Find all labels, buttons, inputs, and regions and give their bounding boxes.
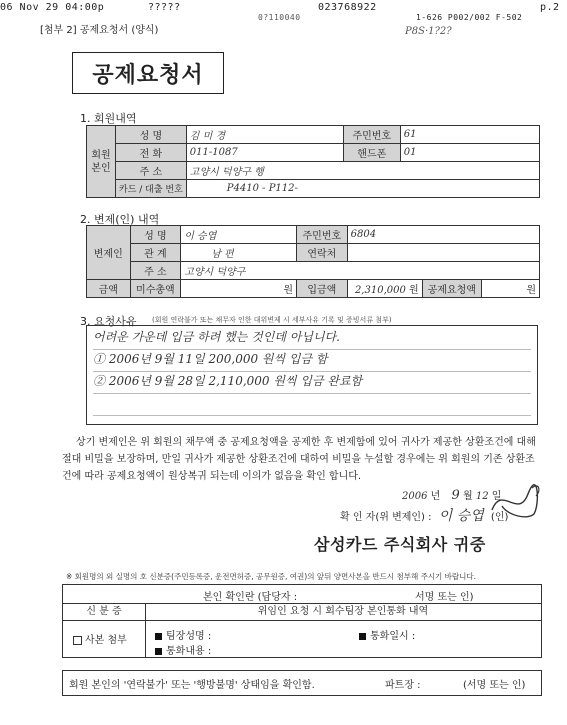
confirmer-label: 확 인 자(위 변제인) :: [340, 512, 432, 523]
payer-info-table: [86, 225, 540, 298]
copy-attach-checkbox[interactable]: [73, 636, 82, 645]
deposit-cell: [347, 280, 422, 298]
section1-heading: 1. 회원내역: [80, 112, 137, 125]
label-relation: 관 계: [130, 244, 181, 262]
confirm-header-row: [63, 585, 541, 604]
label-unpaid-total: 미수총액: [130, 280, 181, 298]
fax-stamp-right: 1-626 P002/002 F-502: [416, 13, 523, 22]
request-reason-box: [86, 325, 538, 425]
member-address: 고양시 덕양구 행: [186, 162, 539, 180]
won-unit-3: 원: [526, 285, 536, 296]
call-content-field: [155, 642, 211, 657]
id-card-label: 신 분 증: [63, 603, 145, 621]
member-name: 김 미 경: [186, 126, 343, 144]
call-record-title: 위임인 요청 시 회수팀장 본인통화 내역: [145, 603, 541, 621]
copy-attach-label: 사본 첨부: [85, 635, 127, 646]
section3-heading: 3. 요청사유: [80, 315, 137, 328]
confirmer-seal: (인): [490, 512, 509, 523]
handwritten-corner-note: P8S·1?2?: [405, 26, 452, 37]
fax-page: p.2: [540, 2, 560, 13]
payer-group-label: 변제인: [87, 226, 131, 280]
member-info-table: [86, 125, 540, 198]
id-card-column: [63, 603, 146, 657]
call-datetime-field: [359, 627, 415, 642]
form-label: [첨부 2] 공제요청서 (양식): [40, 25, 159, 36]
label-phone: 전 화: [116, 144, 187, 162]
label-resident-no: 주민번호: [343, 126, 400, 144]
copy-attach-option[interactable]: [73, 631, 127, 646]
payer-relation: 남 편: [181, 244, 297, 262]
deposit-amount: 2,310,000: [354, 285, 406, 296]
payer-name: 이 승엽: [181, 226, 297, 244]
label-name: 성 명: [116, 126, 187, 144]
confirmer-name: 이 승엽: [438, 508, 484, 524]
bullet-square-icon: [155, 648, 162, 655]
footer-text: 회원 본인의 '연락불가' 또는 '행방불명' 상태임을 확인함.: [69, 680, 315, 691]
company-name: 삼성카드 주식회사 귀중: [314, 535, 486, 554]
member-group-label: 회원본인: [87, 126, 116, 198]
date-month-unit: 월: [462, 491, 473, 502]
payer-resident-no: 6804: [347, 226, 539, 244]
label-contact: 연락처: [297, 244, 348, 262]
deduction-cell: [481, 280, 539, 298]
footer-team-leader: 파트장 :: [385, 680, 421, 691]
title-box: [72, 52, 224, 94]
member-mobile: 01: [400, 144, 539, 162]
confirm-header-right: 서명 또는 인): [415, 592, 474, 603]
fax-stamp-top: 0?110040: [258, 13, 301, 22]
label-mobile: 핸드폰: [343, 144, 400, 162]
confirm-table: [62, 584, 542, 658]
payer-contact: [347, 244, 539, 262]
bullet-square-icon: [155, 633, 162, 640]
won-unit-2: 원: [409, 285, 419, 296]
date-day: 12: [475, 491, 489, 502]
label-deduction-request: 공제요청액: [422, 280, 481, 298]
date-day-unit: 일: [491, 491, 502, 502]
reason-line-2: ① 2006년 9월 11일 200,000 원씩 입금 함: [93, 350, 531, 372]
member-card-loan-no: P4410 - P112-: [186, 180, 539, 198]
date-year-unit: 년: [430, 491, 441, 502]
unpaid-total-cell: [181, 280, 297, 298]
call-datetime-label: 통화일시 :: [370, 631, 416, 642]
agreement-text: 상기 변제인은 위 회원의 채무액 중 공제요청액을 공제한 후 변제함에 있어 귀사가 제공한 상환조건에 대해 절대 비밀을 보장하며, 만일 귀사가 제공한 상환조건에 대하여 비밀을 누설할 경우에는 위 회원의 기존 상환조건에 따라 공제요청액이 원상복귀 되는데 이의가 없음을 확인 합니다.: [62, 437, 536, 482]
call-content-label: 통화내용 :: [166, 646, 212, 657]
won-unit-1: 원: [283, 285, 293, 296]
label-address: 주 소: [116, 162, 187, 180]
confirm-header-left: 본인 확인란 (담당자 :: [203, 592, 298, 603]
label-payer-name: 성 명: [130, 226, 181, 244]
label-payer-address: 주 소: [130, 262, 181, 280]
team-leader-label: 팀장성명 :: [166, 631, 212, 642]
fax-number: 023768922: [318, 2, 377, 13]
label-amount: 금액: [87, 280, 131, 298]
label-deposit: 입금액: [297, 280, 348, 298]
reason-line-3: ② 2006년 9월 28일 2,110,000 원씩 입금 완료함: [93, 372, 531, 394]
document-title: 공제요청서: [92, 62, 204, 88]
fax-marks: ?????: [148, 2, 181, 13]
fax-datetime: 06 Nov 29 04:00p: [0, 2, 105, 13]
reason-line-4: [93, 394, 531, 416]
payer-address: 고양시 덕양구: [181, 262, 540, 280]
date-year: 2006: [402, 491, 428, 502]
bullet-square-icon: [359, 633, 366, 640]
footer-row: [62, 670, 542, 696]
team-leader-field: [155, 627, 211, 642]
section3-heading-note: (회원 연락불가 또는 채무자 인한 대위변제 시 세부사유 기록 및 증빙서류 첨부): [152, 316, 392, 324]
date-month: 9: [451, 488, 460, 503]
reason-line-1: 어려운 가운데 입금 하려 했는 것인데 아닙니다.: [93, 328, 531, 350]
signature-scribble-icon: [488, 480, 544, 524]
notice-text: ※ 회원명의 외 실명의 호 신분증(주민등록증, 운전면허증, 공무원증, 여권)의 앞뒤 양면사본을 반드시 첨부해 주시기 바랍니다.: [66, 572, 477, 581]
footer-sign: (서명 또는 인): [463, 680, 526, 691]
confirmer-line: [340, 505, 508, 525]
section2-heading: 2. 변제(인) 내역: [80, 213, 160, 226]
date-line: [402, 487, 501, 503]
member-resident-no: 61: [400, 126, 539, 144]
label-card-loan-no: 카드 / 대출 번호: [116, 180, 187, 198]
member-phone: 011-1087: [186, 144, 343, 162]
label-payer-resident-no: 주민번호: [297, 226, 348, 244]
